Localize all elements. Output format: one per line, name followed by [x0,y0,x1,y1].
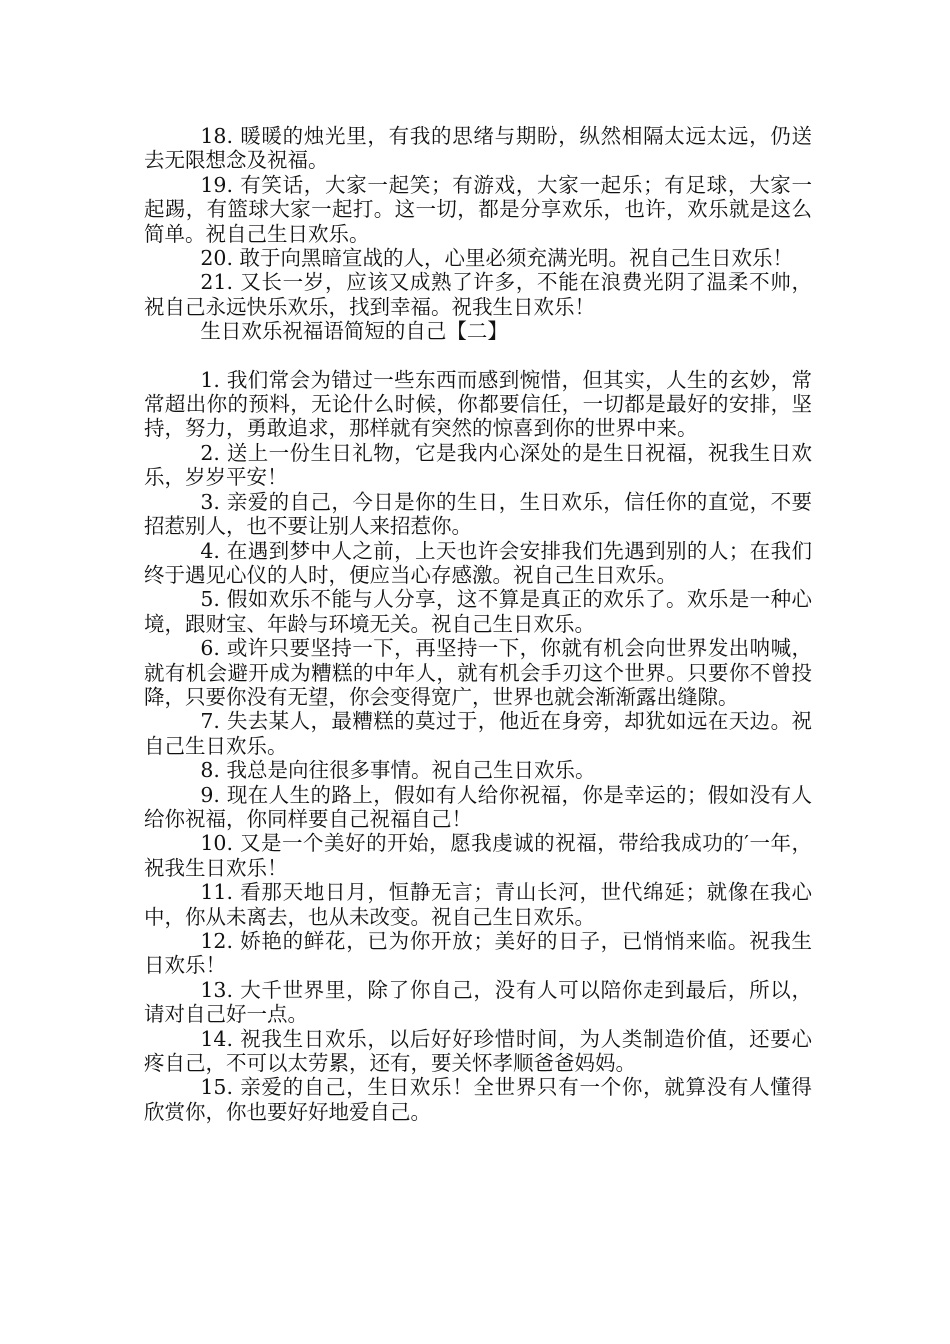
list-item: 1. 我们常会为错过一些东西而感到惋惜，但其实，人生的玄妙，常常超出你的预料，无论什么时候，你都要信任，一切都是最好的安排，坚持，努力，勇敢追求，那样就有突然的惊喜到你的世界中来。 [144,367,812,441]
list-item: 14. 祝我生日欢乐，以后好好珍惜时间，为人类制造价值，还要心疼自己，不可以太劳累，还有，要关怀孝顺爸爸妈妈。 [144,1026,812,1076]
list-item: 12. 娇艳的鲜花，已为你开放；美好的日子，已悄悄来临。祝我生日欢乐！ [144,929,812,978]
list-item: 8. 我总是向往很多事情。祝自己生日欢乐。 [200,758,596,783]
list-item: 18. 暖暖的烛光里，有我的思绪与期盼，纵然相隔太远太远，仍送去无限想念及祝福。 [144,124,812,173]
list-item: 2. 送上一份生日礼物，它是我内心深处的是生日祝福，祝我生日欢乐，岁岁平安！ [144,440,812,490]
list-item: 6. 或许只要坚持一下，再坚持一下，你就有机会向世界发出呐喊，就有机会避开成为糟糕的中年人，就有机会手刃这个世界。只要你不曾投降，只要你没有无望，你会变得宽广，世界也就会渐渐露出缝隙。 [144,636,812,709]
list-item: 10. 又是一个美好的开始，愿我虔诚的祝福，带给我成功的′一年，祝我生日欢乐！ [144,831,812,880]
list-item: 5. 假如欢乐不能与人分享，这不算是真正的欢乐了。欢乐是一种心境，跟财宝、年龄与环境无关。祝自己生日欢乐。 [144,587,812,636]
list-item: 15. 亲爱的自己，生日欢乐！全世界只有一个你，就算没有人懂得欣赏你，你也要好好地爱自己。 [144,1075,812,1124]
list-item: 11. 看那天地日月，恒静无言；青山长河，世代绵延；就像在我心中，你从未离去，也从未改变。祝自己生日欢乐。 [144,880,812,929]
blank-line [144,344,812,368]
list-item: 13. 大千世界里，除了你自己，没有人可以陪你走到最后，所以，请对自己好一点。 [144,977,812,1027]
list-item: 20. 敢于向黑暗宣战的人，心里必须充满光明。祝自己生日欢乐！ [200,246,793,271]
list-item: 19. 有笑话，大家一起笑；有游戏，大家一起乐；有足球，大家一起踢，有篮球大家一起打。这一切，都是分享欢乐，也许，欢乐就是这么简单。祝自己生日欢乐。 [144,172,812,246]
list-item: 3. 亲爱的自己，今日是你的生日，生日欢乐，信任你的直觉，不要招惹别人，也不要让别人来招惹你。 [144,489,812,539]
list-item: 7. 失去某人，最糟糕的莫过于，他近在身旁，却犹如远在天边。祝自己生日欢乐。 [144,709,812,758]
list-item: 9. 现在人生的路上，假如有人给你祝福，你是幸运的；假如没有人给你祝福，你同样要自己祝福自己！ [144,782,812,831]
section-heading: 生日欢乐祝福语简短的自己【二】 [200,319,508,344]
list-item: 4. 在遇到梦中人之前，上天也许会安排我们先遇到别的人；在我们终于遇见心仪的人时，便应当心存感激。祝自己生日欢乐。 [144,538,812,587]
list-item: 21. 又长一岁，应该又成熟了许多，不能在浪费光阴了温柔不帅，祝自己永远快乐欢乐，找到幸福。祝我生日欢乐！ [144,270,812,319]
document-page [144,124,812,1124]
